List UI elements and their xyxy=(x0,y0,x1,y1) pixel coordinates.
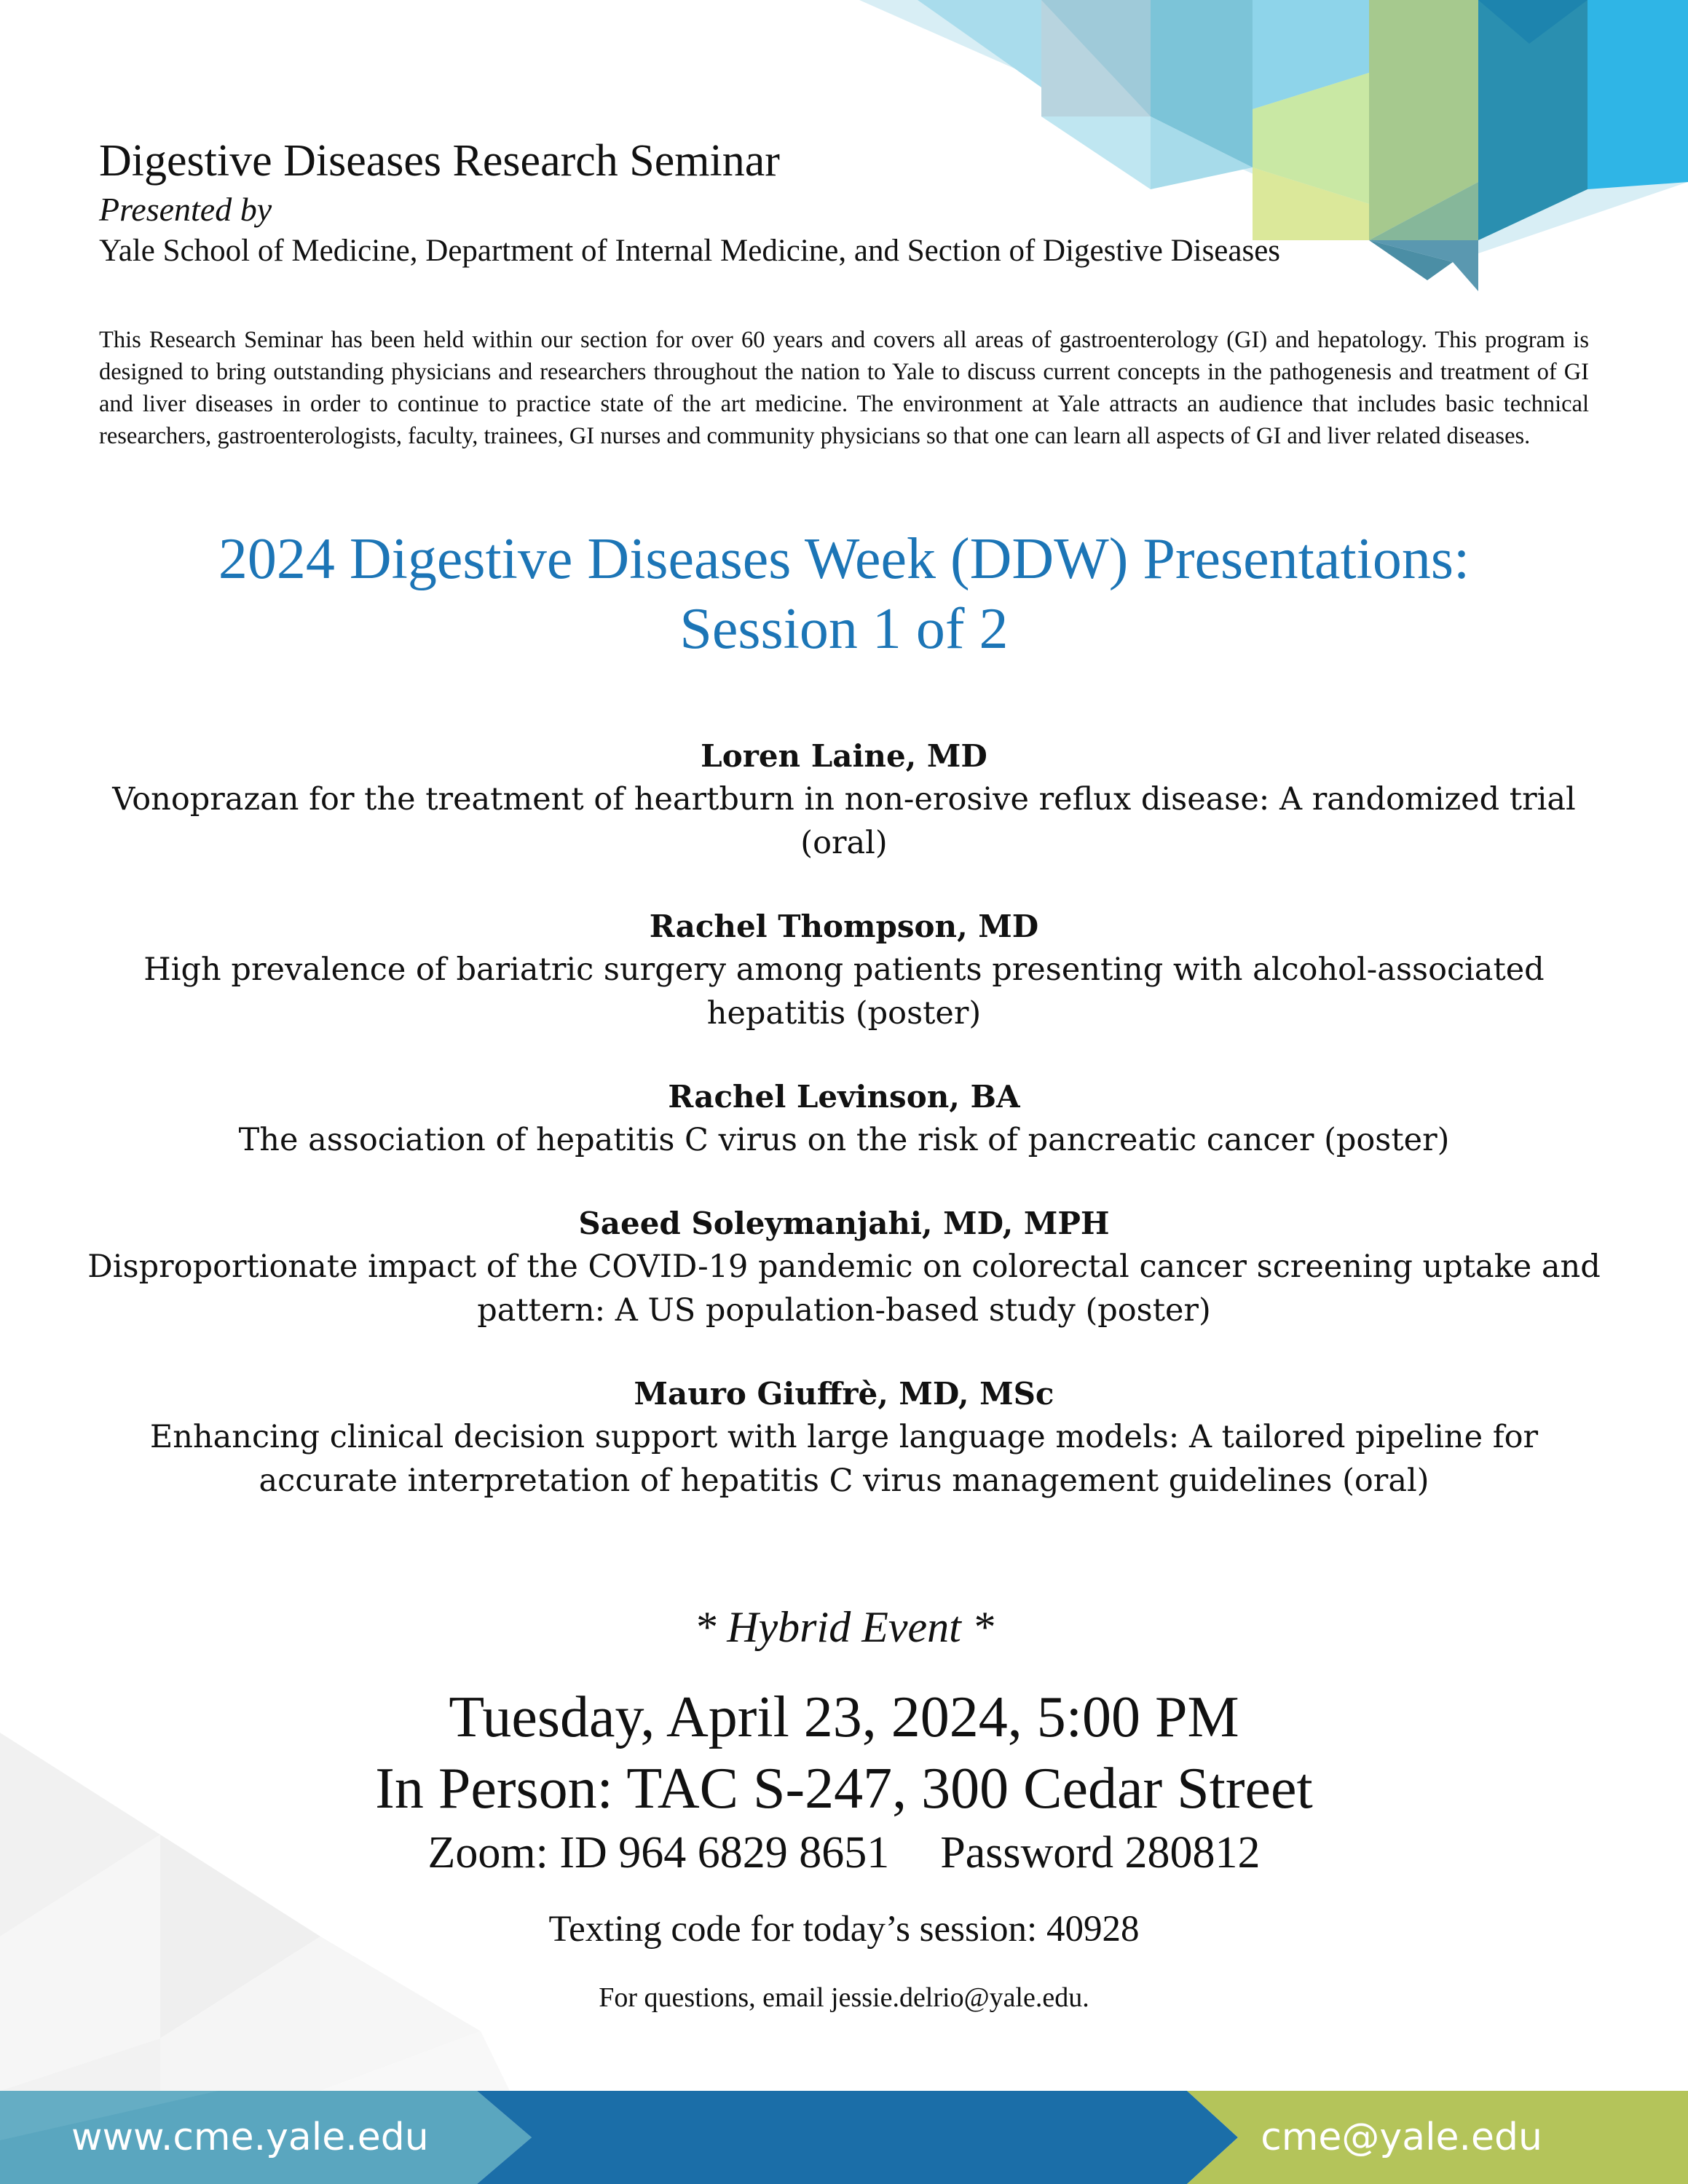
contact-email-line[interactable]: For questions, email jessie.delrio@yale.edu. xyxy=(599,1982,1089,2013)
event-title-line-1: 2024 Digestive Diseases Week (DDW) Presentations: xyxy=(218,527,1470,591)
presenting-organization: Yale School of Medicine, Department of Internal Medicine, and Section of Digestive Diseases xyxy=(99,234,1281,268)
presenter-name: Loren Laine, MD xyxy=(701,738,987,774)
event-date-time: Tuesday, April 23, 2024, 5:00 PM xyxy=(449,1685,1239,1749)
seminar-header xyxy=(99,132,1628,271)
presentation-title: The association of hepatitis C virus on the risk of pancreatic cancer (poster) xyxy=(238,1122,1450,1158)
zoom-password[interactable]: Password 280812 xyxy=(940,1828,1261,1878)
presentations-list xyxy=(0,735,1688,1543)
seminar-title: Digestive Diseases Research Seminar xyxy=(99,136,780,186)
presentation-item xyxy=(0,735,1688,865)
presentation-item xyxy=(0,1076,1688,1162)
zoom-info xyxy=(0,1824,1688,1882)
texting-code: Texting code for today’s session: 40928 xyxy=(548,1909,1140,1950)
seminar-description: This Research Seminar has been held within our section for over 60 years and covers all areas of gastroenterology (GI) and hepatology. This program is designed to bring outstanding physicians and researchers throughout the nation to Yale to discuss current concepts in the pathogenesis and treatment of GI and liver diseases in order to continue to practice state of the art medicine. The environment at Yale attracts an audience that includes basic technical researchers, gastroenterologists, faculty, trainees, GI nurses and community physicians so that one can learn all aspects of GI and liver related diseases. xyxy=(99,327,1589,449)
presentation-item xyxy=(0,1373,1688,1503)
presentation-title: Vonoprazan for the treatment of heartburn in non-erosive reflux disease: A randomized trial (oral) xyxy=(112,781,1576,861)
presentation-title: Enhancing clinical decision support with large language models: A tailored pipeline for accurate interpretation of hepatitis C virus management guidelines (oral) xyxy=(149,1419,1539,1499)
event-date-location xyxy=(0,1682,1688,1824)
event-title xyxy=(0,524,1688,664)
zoom-meeting-id[interactable]: Zoom: ID 964 6829 8651 xyxy=(427,1828,890,1878)
presented-by-label: Presented by xyxy=(99,191,272,228)
presentation-title: High prevalence of bariatric surgery among patients presenting with alcohol-associated hepatitis (poster) xyxy=(143,951,1545,1032)
presenter-name: Rachel Levinson, BA xyxy=(668,1079,1020,1115)
presentation-item xyxy=(0,906,1688,1035)
hybrid-event-label: * Hybrid Event * xyxy=(694,1603,994,1651)
cme-email-link[interactable]: cme@yale.edu xyxy=(1261,2116,1542,2159)
event-location: In Person: TAC S-247, 300 Cedar Street xyxy=(375,1757,1313,1821)
presenter-name: Saeed Soleymanjahi, MD, MPH xyxy=(578,1206,1110,1241)
presenter-name: Mauro Giuffrè, MD, MSc xyxy=(634,1376,1054,1412)
footer-bar xyxy=(0,2091,1688,2184)
presenter-name: Rachel Thompson, MD xyxy=(649,909,1039,944)
cme-website-link[interactable]: www.cme.yale.edu xyxy=(71,2116,429,2159)
presentation-item xyxy=(0,1203,1688,1332)
event-title-line-2: Session 1 of 2 xyxy=(679,597,1009,661)
presentation-title: Disproportionate impact of the COVID-19 pandemic on colorectal cancer screening uptake and pattern: A US population-based study (poster) xyxy=(87,1249,1601,1329)
